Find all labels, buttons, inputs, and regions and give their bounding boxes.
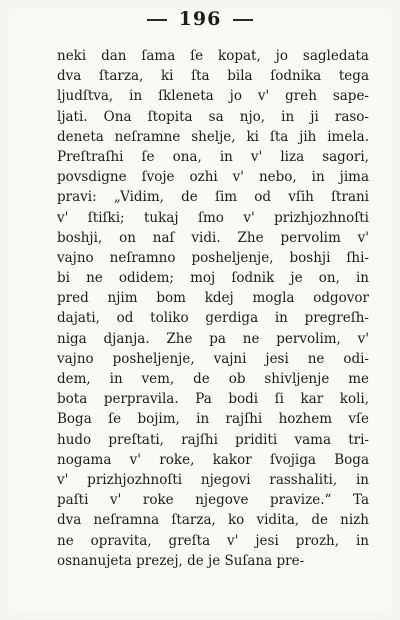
text-line: dajati, od toliko gerdiga in pregreſh- — [57, 310, 369, 327]
text-line: dva ſtarza, ki ſta bila ſodnika tega — [57, 68, 369, 85]
text-line: boshji, on naſ vidi. Zhe pervolim v' — [57, 229, 369, 246]
text-line: Boga ſe bojim, in rajſhi hozhem vſe — [57, 411, 369, 428]
text-line: osnanujeta prezej, de je Suſana pre- — [57, 552, 305, 569]
text-line: pravi: „Vidim, de ſim od vſih ſtrani — [57, 189, 369, 206]
text-line: vajno posheljenje, vajni jesi ne odi- — [57, 350, 369, 367]
text-line: niga djanja. Zhe pa ne pervolim, v' — [57, 330, 369, 347]
text-line: neki dan ſama ſe kopat, jo sagledata — [57, 48, 369, 64]
page-header — [0, 8, 400, 30]
text-line: Preſtraſhi ſe ona, in v' liza sagori, — [57, 148, 369, 165]
text-line: vajno neſramno posheljenje, boshji ſhi- — [57, 249, 369, 266]
text-line: nogama v' roke, kakor ſvojiga Boga — [57, 451, 369, 468]
text-line: hudo preſtati, rajſhi priditi vama tri- — [57, 431, 369, 448]
text-line: bota perpravila. Pa bodi ſi kar koli, — [57, 391, 369, 408]
text-line: ne opravita, greſta v' jesi prozh, in — [57, 532, 369, 549]
page-number: 196 — [178, 8, 222, 30]
text-line: povsdigne ſvoje ozhi v' nebo, in jima — [57, 169, 369, 186]
text-line: ljati. Ona ſtopita sa njo, in ji raso- — [57, 108, 369, 125]
text-line: dem, in vem, de ob shivljenje me — [57, 371, 369, 387]
page-body-text — [57, 46, 369, 571]
header-dash-left — [147, 19, 167, 21]
header-dash-right — [233, 19, 253, 21]
text-line: deneta neſramne shelje, ki ſta jih imela. — [57, 128, 369, 145]
text-line: ljudſtva, in ſkleneta jo v' greh sape- — [57, 88, 369, 105]
text-line: paſti v' roke njegove pravize.“ Ta — [57, 492, 369, 509]
text-line: v' ſtiſki; tukaj ſmo v' prizhjozhnoſti — [57, 209, 369, 226]
text-line: bi ne odidem; moj ſodnik je on, in — [57, 270, 369, 287]
text-line: v' prizhjozhnoſti njegovi rasshaliti, in — [57, 471, 369, 488]
text-line: dva neſramna ſtarza, ko vidita, de nizh — [57, 512, 369, 529]
text-line: pred njim bom kdej mogla odgovor — [57, 290, 369, 307]
